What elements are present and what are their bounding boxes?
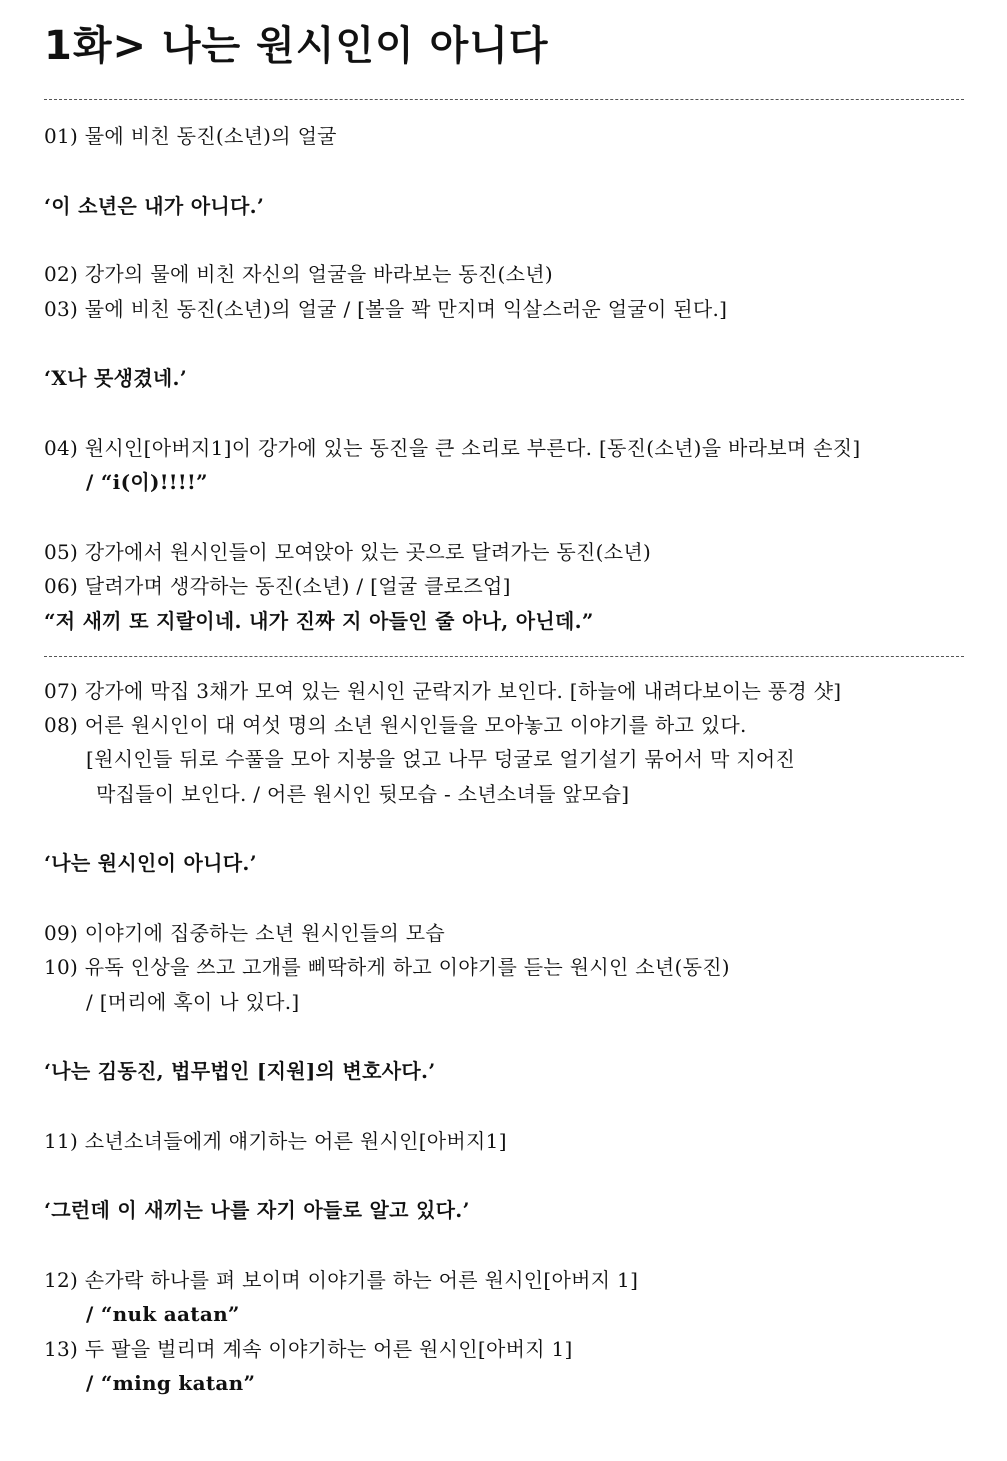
scene-line: 11) 소년소녀들에게 얘기하는 어른 원시인[아버지1] bbox=[44, 1129, 507, 1153]
dialogue-line: / “nuk aatan” bbox=[86, 1302, 240, 1326]
scene-direction: [원시인들 뒤로 수풀을 모아 지붕을 얹고 나무 덩굴로 얼기설기 묶어서 막 지어진 bbox=[86, 747, 796, 771]
inner-thought: ‘나는 김동진, 법무법인 [지원]의 변호사다.’ bbox=[44, 1059, 436, 1083]
scene-direction: 막집들이 보인다. / 어른 원시인 뒷모습 - 소년소녀들 앞모습] bbox=[96, 782, 630, 806]
dashed-divider bbox=[44, 656, 964, 657]
inner-thought: ‘나는 원시인이 아니다.’ bbox=[44, 851, 257, 875]
scene-line: 13) 두 팔을 벌리며 계속 이야기하는 어른 원시인[아버지 1] bbox=[44, 1337, 573, 1361]
inner-thought: ‘X나 못생겼네.’ bbox=[44, 366, 187, 390]
scene-line: 10) 유독 인상을 쓰고 고개를 삐딱하게 하고 이야기를 듣는 원시인 소년(동진) bbox=[44, 955, 730, 979]
dialogue-line: / “ming katan” bbox=[86, 1371, 256, 1395]
dialogue-line: / “i(이)!!!!” bbox=[86, 470, 208, 494]
scene-line: 02) 강가의 물에 비친 자신의 얼굴을 바라보는 동진(소년) bbox=[44, 262, 553, 286]
scene-line: 04) 원시인[아버지1]이 강가에 있는 동진을 큰 소리로 부른다. [동진(소년)을 바라보며 손짓] bbox=[44, 436, 861, 460]
inner-thought: ‘그런데 이 새끼는 나를 자기 아들로 알고 있다.’ bbox=[44, 1198, 470, 1222]
scene-line: 05) 강가에서 원시인들이 모여앉아 있는 곳으로 달려가는 동진(소년) bbox=[44, 540, 652, 564]
scene-line: 08) 어른 원시인이 대 여섯 명의 소년 원시인들을 모아놓고 이야기를 하고 있다. bbox=[44, 713, 747, 737]
inner-thought: ‘이 소년은 내가 아니다.’ bbox=[44, 194, 265, 218]
scene-line: 06) 달려가며 생각하는 동진(소년) / [얼굴 클로즈업] bbox=[44, 574, 511, 598]
dialogue-line: “저 새끼 또 지랄이네. 내가 진짜 지 아들인 줄 아나, 아닌데.” bbox=[44, 609, 594, 633]
scene-line: 01) 물에 비친 동진(소년)의 얼굴 bbox=[44, 124, 337, 148]
episode-title: 1화> 나는 원시인이 아니다 bbox=[44, 23, 549, 69]
scene-line: 07) 강가에 막집 3채가 모여 있는 원시인 군락지가 보인다. [하늘에 내려다보이는 풍경 샷] bbox=[44, 679, 842, 703]
scene-line: 03) 물에 비친 동진(소년)의 얼굴 / [볼을 꽉 만지며 익살스러운 얼굴이 된다.] bbox=[44, 297, 728, 321]
scene-line: 12) 손가락 하나를 펴 보이며 이야기를 하는 어른 원시인[아버지 1] bbox=[44, 1268, 639, 1292]
scene-line: 09) 이야기에 집중하는 소년 원시인들의 모습 bbox=[44, 921, 445, 945]
dashed-divider bbox=[44, 99, 964, 100]
scene-direction: / [머리에 혹이 나 있다.] bbox=[86, 990, 300, 1014]
